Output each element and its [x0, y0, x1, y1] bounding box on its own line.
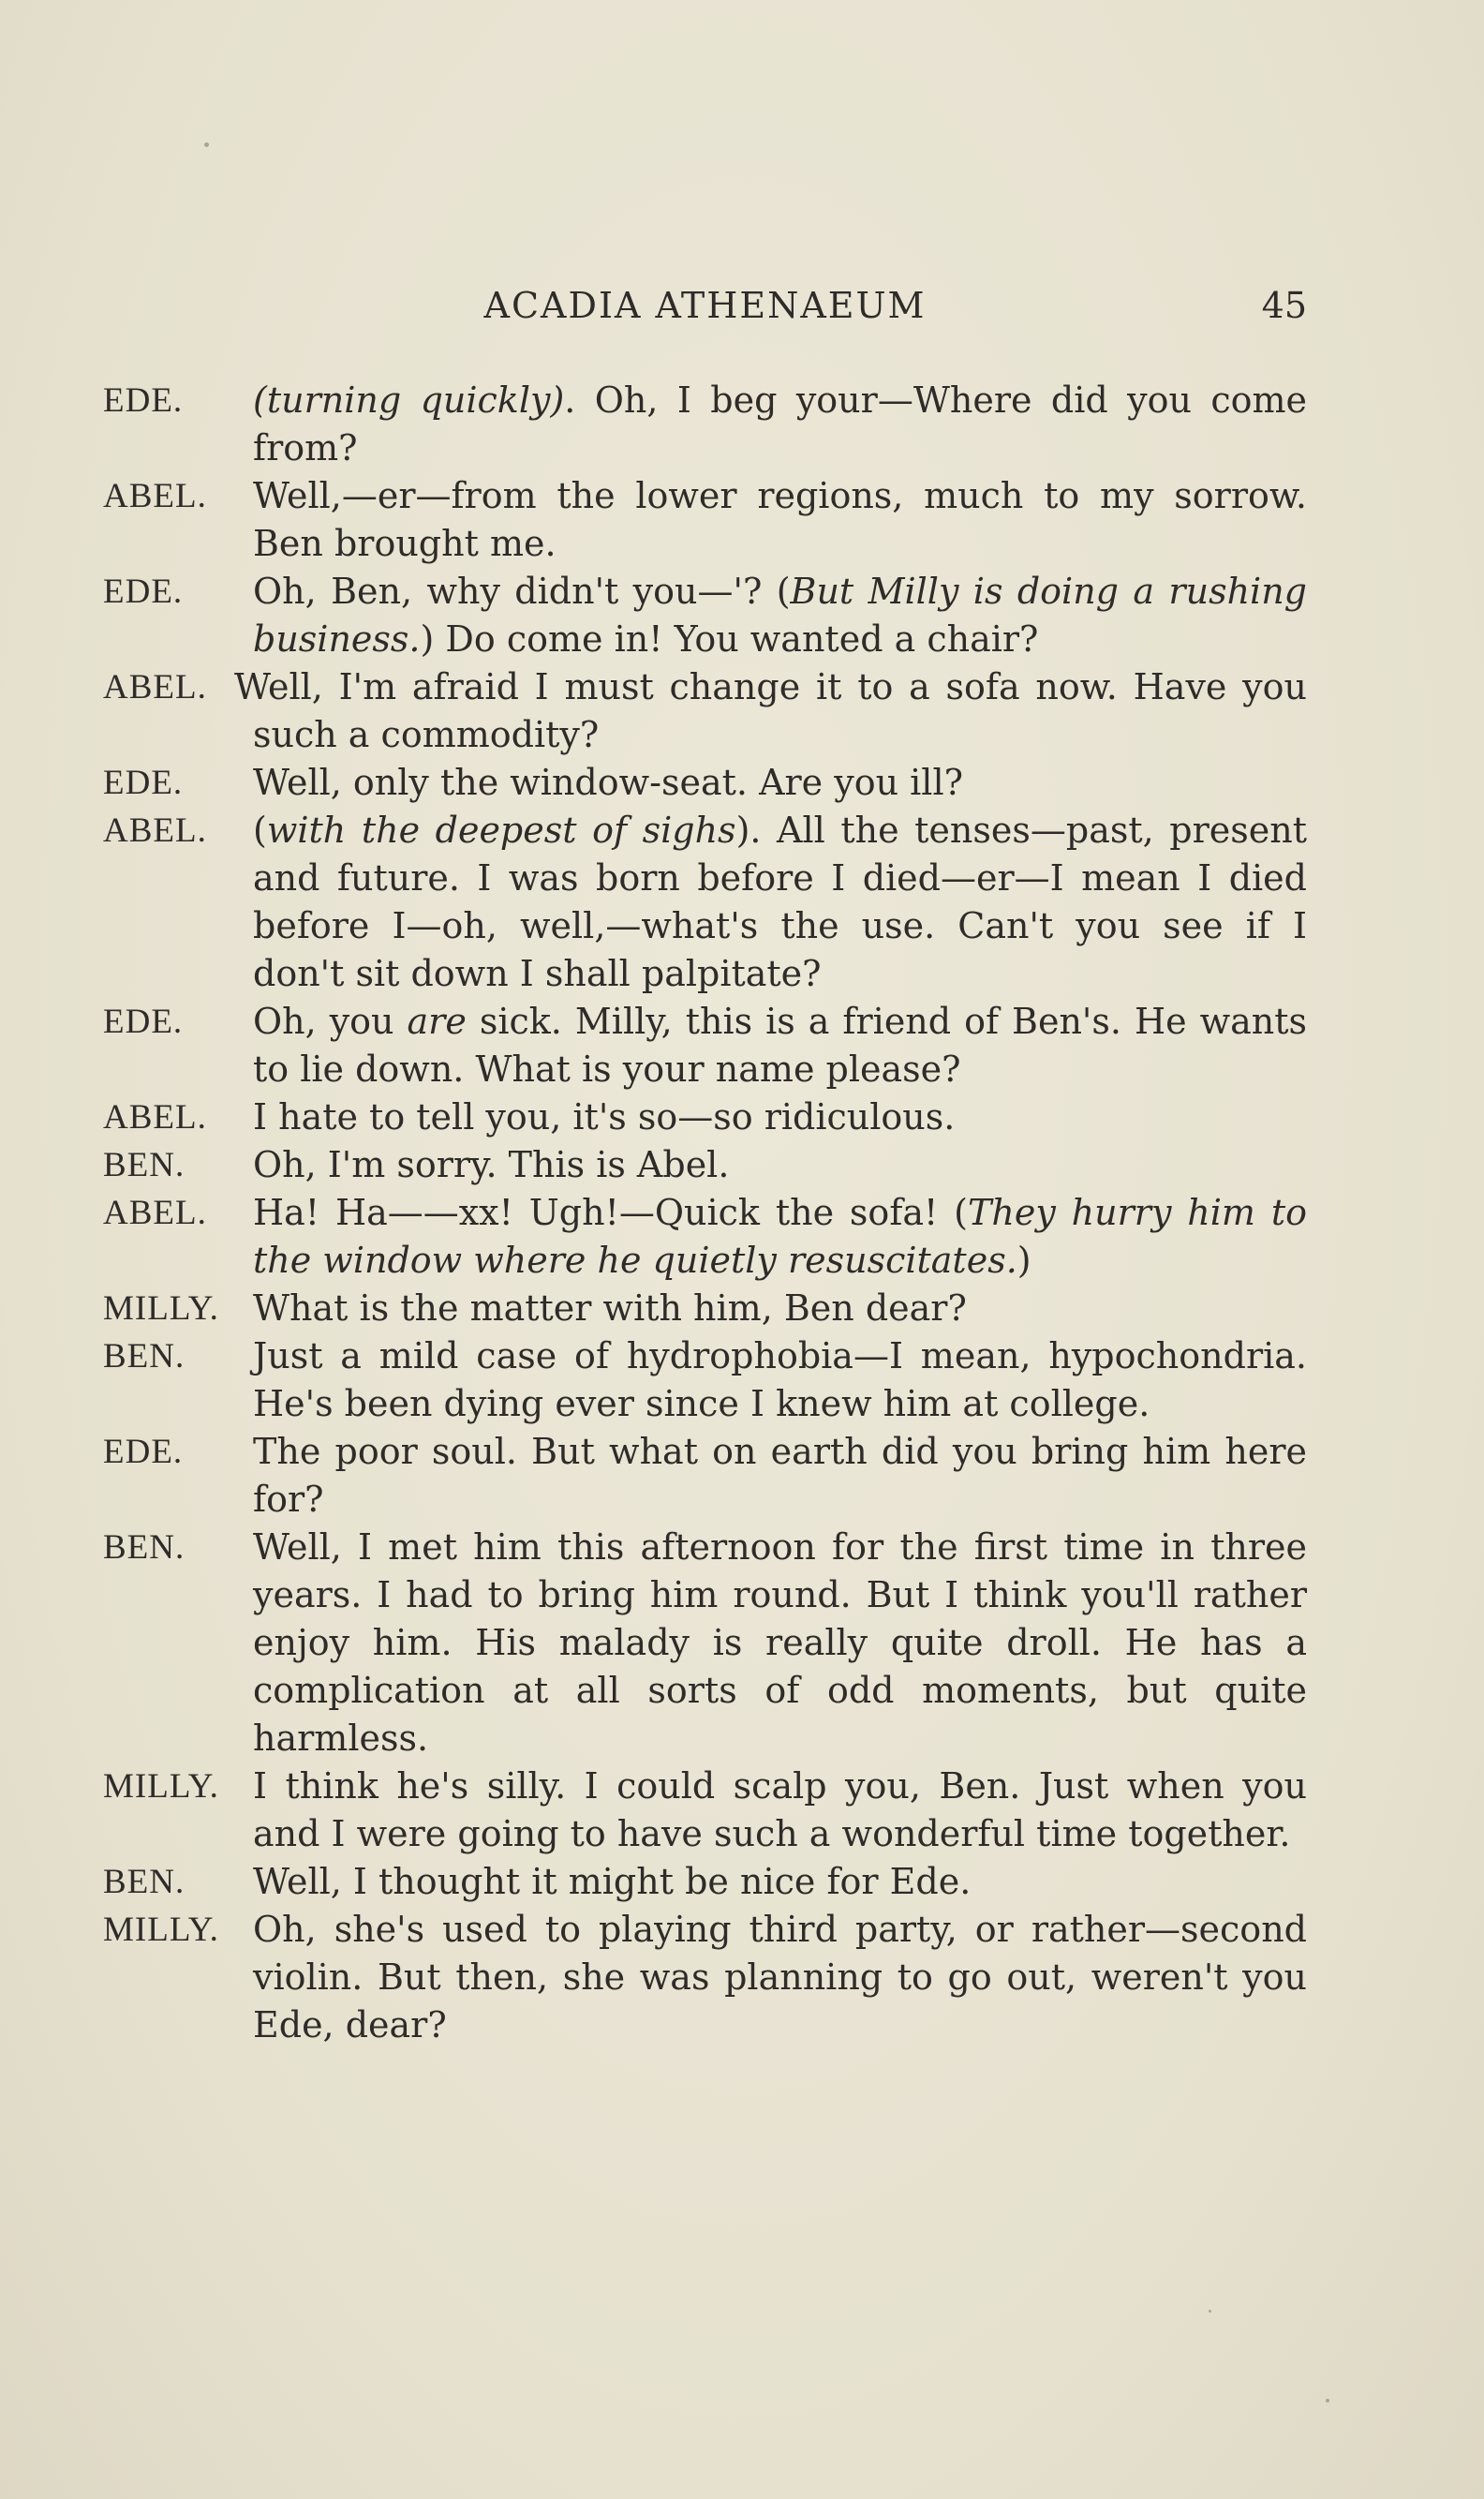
speech-fragment: Ha! Ha——xx! Ugh!—Quick the sofa! (: [253, 1192, 969, 1233]
speech-text: [253, 1524, 1307, 1763]
stage-direction: with the deepest of sighs: [266, 810, 736, 851]
paper-speck: [204, 142, 209, 147]
speech-text: [253, 998, 1307, 1093]
speech-fragment: ) Do come in! You wanted a chair?: [420, 618, 1039, 660]
speech-fragment: Well,—er—from the lower regions, much to my sorrow. Ben brought me.: [253, 475, 1307, 564]
speaker-name: ABEL.: [103, 1194, 207, 1232]
dialogue-line: [103, 759, 1307, 807]
speaker-name: BEN.: [103, 1528, 186, 1567]
speech-text: [253, 1093, 1307, 1141]
speech-text: [253, 472, 1307, 568]
speaker-name: EDE.: [103, 573, 184, 611]
dialogue-line: [103, 1332, 1307, 1428]
speaker-name: EDE.: [103, 1003, 184, 1041]
dialogue-line: [103, 1906, 1307, 2049]
speech-text: [253, 377, 1307, 472]
running-title: ACADIA ATHENAEUM: [483, 285, 927, 326]
speaker-name: MILLY.: [103, 1289, 219, 1328]
dialogue-line: [103, 1428, 1307, 1524]
dialogue-line: [103, 1093, 1307, 1141]
speaker-name: MILLY.: [103, 1911, 219, 1949]
dialogue-line: [103, 1524, 1307, 1763]
paper-speck: [1326, 2399, 1329, 2402]
speech-fragment: Just a mild case of hydrophobia—I mean, hypochondria. He's been dying ever since I knew him at college.: [253, 1335, 1307, 1424]
speech-text: [253, 807, 1307, 998]
speech-fragment: I hate to tell you, it's so—so ridiculous.: [253, 1096, 956, 1138]
stage-direction: are: [407, 1001, 467, 1042]
speech-fragment: Oh, Ben, why didn't you—'? (: [253, 571, 791, 612]
dialogue-line: [103, 663, 1307, 759]
dialogue-line: [103, 568, 1307, 663]
speech-text: [234, 663, 1307, 759]
dialogue-line: [103, 807, 1307, 998]
speech-fragment: Well, I'm afraid I must change it to a sofa now. Have you such a commodity?: [234, 666, 1307, 755]
speaker-name: BEN.: [103, 1146, 186, 1184]
speech-fragment: Well, I thought it might be nice for Ede.: [253, 1861, 972, 1902]
page-number: 45: [1261, 285, 1307, 326]
speech-text: [253, 1189, 1307, 1285]
speech-fragment: What is the matter with him, Ben dear?: [253, 1287, 967, 1329]
speech-fragment: sick. Milly, this is a friend of Ben's. He wants to lie down. What is your name please?: [253, 1001, 1307, 1090]
speech-fragment: . Oh, I beg your—Where did you come from?: [253, 379, 1308, 469]
speech-fragment: Well, I met him this afternoon for the first time in three years. I had to bring him round. But I think you'll rather enjoy him. His malady is really quite droll. He has a complication at all sorts of odd moments, but quite harmless.: [253, 1526, 1307, 1759]
speech-text: [253, 1332, 1307, 1428]
speech-text: [253, 568, 1307, 663]
speech-fragment: I think he's silly. I could scalp you, Ben. Just when you and I were going to have such a wonderful time together.: [253, 1765, 1307, 1854]
dialogue-line: [103, 998, 1307, 1093]
speaker-name: ABEL.: [103, 1098, 207, 1137]
speaker-name: BEN.: [103, 1863, 186, 1901]
dialogue-line: [103, 1285, 1307, 1332]
stage-direction: They hurry him to the window where he quietly resuscitates.: [253, 1192, 1307, 1281]
speaker-name: BEN.: [103, 1337, 186, 1376]
speech-fragment: The poor soul. But what on earth did you bring him here for?: [253, 1431, 1307, 1520]
speech-text: [253, 1285, 1307, 1332]
speech-fragment: Oh, you: [253, 1001, 408, 1042]
stage-direction: (turning quickly): [253, 379, 565, 421]
speech-text: [253, 1141, 1307, 1189]
speaker-name: EDE.: [103, 1433, 184, 1471]
dialogue-line: [103, 1763, 1307, 1858]
speech-fragment: (: [253, 810, 267, 851]
dialogue-line: [103, 377, 1307, 472]
dialogue-line: [103, 1858, 1307, 1906]
speaker-name: ABEL.: [103, 477, 207, 515]
dialogue-line: [103, 472, 1307, 568]
speaker-name: MILLY.: [103, 1767, 219, 1806]
speaker-name: EDE.: [103, 381, 184, 420]
speech-fragment: Oh, she's used to playing third party, or rather—second violin. But then, she was planning to go out, weren't you Ede, dear?: [253, 1909, 1307, 2045]
page-header: [103, 277, 1307, 334]
speech-fragment: ). All the tenses—past, present and future. I was born before I died—er—I mean I died before I—oh, well,—what's the use. Can't you see if I don't sit down I shall palpitate?: [253, 810, 1307, 994]
speech-fragment: Well, only the window-seat. Are you ill?: [253, 762, 963, 803]
dialogue-line: [103, 1189, 1307, 1285]
speech-text: [253, 759, 1307, 807]
speech-fragment: ): [1017, 1240, 1031, 1281]
speech-text: [253, 1763, 1307, 1858]
play-dialogue: [103, 377, 1307, 2049]
dialogue-line: [103, 1141, 1307, 1189]
speech-fragment: Oh, I'm sorry. This is Abel.: [253, 1144, 730, 1185]
paper-speck: [1209, 2310, 1211, 2313]
speech-text: [253, 1428, 1307, 1524]
speaker-name: ABEL.: [103, 668, 207, 707]
stage-direction: But Milly is doing a rushing business.: [253, 571, 1307, 660]
speech-text: [253, 1906, 1307, 2049]
speaker-name: ABEL.: [103, 811, 207, 850]
speaker-name: EDE.: [103, 764, 184, 802]
speech-text: [253, 1858, 1307, 1906]
